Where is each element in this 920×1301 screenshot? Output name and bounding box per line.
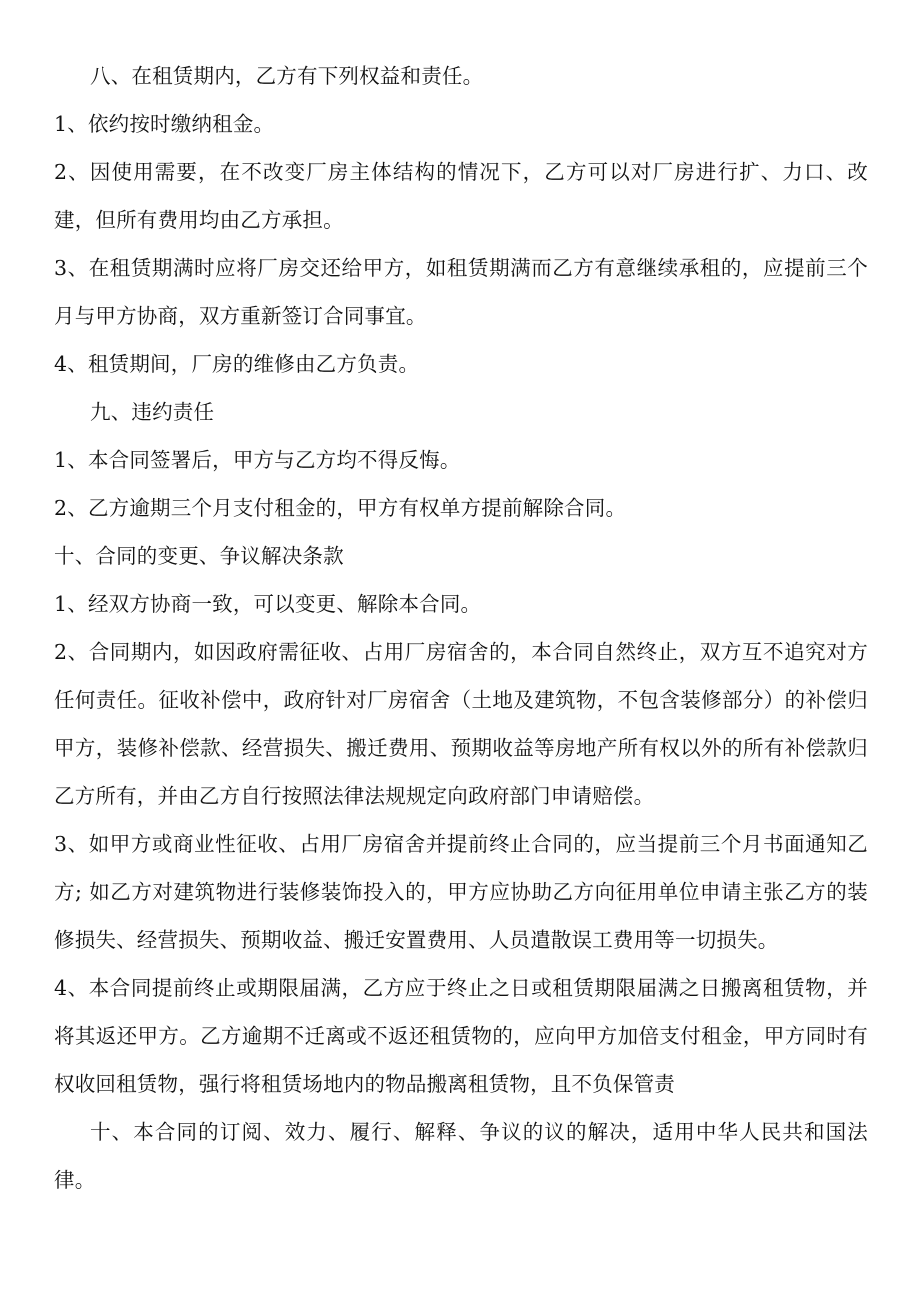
section-8-heading: 八、在租赁期内，乙方有下列权益和责任。 (90, 64, 484, 88)
section-9-item-2: 2、乙方逾期三个月支付租金的，甲方有权单方提前解除合同。 (54, 496, 627, 520)
section-9-item-1: 1、本合同签署后，甲方与乙方均不得反悔。 (54, 448, 461, 472)
section-8-item-1: 1、依约按时缴纳租金。 (54, 112, 275, 136)
section-8-item-4: 4、租赁期间，厂房的维修由乙方负责。 (54, 352, 420, 376)
section-10-item-3: 3、如甲方或商业性征收、占用厂房宿舍并提前终止合同的，应当提前三个月书面通知乙方; 如乙方对建筑物进行装修装饰投入的，甲方应协助乙方向征用单位申请主张乙方的装修损失、经营损失、预期收益、搬迁安置费用、人员遣散误工费用等一切损失。 (54, 832, 868, 952)
section-9-heading: 九、违约责任 (90, 400, 215, 424)
section-10-item-1: 1、经双方协商一致，可以变更、解除本合同。 (54, 592, 482, 616)
section-10-item-4: 4、本合同提前终止或期限届满，乙方应于终止之日或租赁期限届满之日搬离租赁物，并将其返还甲方。乙方逾期不迁离或不返还租赁物的，应向甲方加倍支付租金，甲方同时有权收回租赁物，强行将租赁场地内的物品搬离租赁物，且不负保管责 (54, 976, 868, 1096)
section-11-clause: 十、本合同的订阅、效力、履行、解释、争议的议的解决，适用中华人民共和国法律。 (54, 1120, 868, 1192)
section-10-heading: 十、合同的变更、争议解决条款 (54, 544, 344, 568)
contract-page (54, 52, 868, 1204)
section-8-item-3: 3、在租赁期满时应将厂房交还给甲方，如租赁期满而乙方有意继续承租的，应提前三个月与甲方协商，双方重新签订合同事宜。 (54, 256, 868, 328)
section-8-item-2: 2、因使用需要，在不改变厂房主体结构的情况下，乙方可以对厂房进行扩、力口、改建，但所有费用均由乙方承担。 (54, 160, 868, 232)
section-10-item-2: 2、合同期内，如因政府需征收、占用厂房宿舍的，本合同自然终止，双方互不追究对方任何责任。征收补偿中，政府针对厂房宿舍（土地及建筑物，不包含装修部分）的补偿归甲方，装修补偿款、经营损失、搬迁费用、预期收益等房地产所有权以外的所有补偿款归乙方所有，并由乙方自行按照法律法规规定向政府部门申请赔偿。 (54, 640, 868, 808)
